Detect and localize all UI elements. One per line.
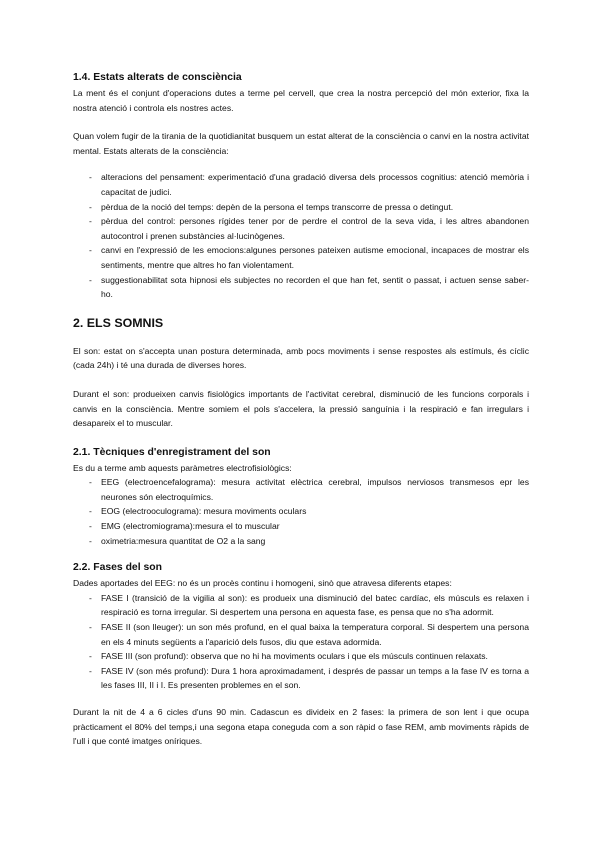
- paragraph: El son: estat on s'accepta unan postura determinada, amb pocs moviments i sense respostes als estímuls, és cíclic (cada 24h) i té una durada de diverses hores.: [73, 345, 529, 371]
- phases-list: [73, 591, 529, 693]
- paragraph: Quan volem fugir de la tirania de la quotidianitat busquem un estat alterat de la consciència o canvi en la nostra activitat mental. Estats alterats de la consciència:: [73, 131, 529, 156]
- paragraph: La ment és el conjunt d'operacions dutes a terme pel cervell, que crea la nostra percepció del món exterior, fixa la nostra atenció i controla els nostres actes.: [73, 88, 529, 113]
- paragraph: Durant la nit de 4 a 6 cicles d'uns 90 min. Cadascun es divideix en 2 fases: la primera de son lent i que ocupa pràcticament el 80% del temps,i una segona etapa coneguda com a son ràpid o fase REM, amb moviments ràpids de l'ull i que conté imatges oníriques.: [73, 707, 529, 747]
- list-item: - suggestionabilitat sota hipnosi els subjectes no recorden el que han fet, sentit o passat, i actuen sense saber-ho.: [73, 273, 529, 302]
- list-item: - FASE I (transició de la vigilia al son): es produeix una disminució del batec cardíac, els músculs es relaxen i respiració es torna irregular. Si despertem una persona en aquesta fase, es pensa que no s'ha adormit.: [73, 591, 529, 620]
- heading-1-4: 1.4. Estats alterats de consciència: [73, 72, 242, 83]
- list-item: - EMG (electromiograma):mesura el to muscular: [73, 519, 529, 534]
- list-item: - EOG (electrooculograma): mesura moviments oculars: [73, 504, 529, 519]
- heading-2-2: 2.2. Fases del son: [73, 562, 162, 574]
- paragraph: Durant el son: produeixen canvis fisiològics importants de l'activitat cerebral, disminució de les funcions corporals i canvis en la consciència. Mentre somiem el pols s'accelera, la pressió sanguínia i la respiració e fan irregulars i desapareix el to muscular.: [73, 388, 529, 429]
- list-item: - pèrdua de la noció del temps: depèn de la persona el temps transcorre de pressa o detingut.: [73, 200, 529, 215]
- list-item: - FASE II (son lleuger): un son més profund, en el qual baixa la temperatura corporal. Si despertem una persona en els 4 minuts següents a l'aparició dels fusos, diu que estava adormida.: [73, 620, 529, 649]
- altered-states-list: [73, 170, 529, 301]
- list-item: - FASE III (son profund): observa que no hi ha moviments oculars i que els músculs continuen relaxats.: [73, 649, 529, 664]
- heading-2-1: 2.1. Tècniques d'enregistrament del son: [73, 446, 271, 458]
- techniques-list: [73, 475, 529, 548]
- list-item: - canvi en l'expressió de les emocions:algunes persones pateixen autisme emocional, incapaces de mostrar els sentiments, mentre que altres ho fan violentament.: [73, 243, 529, 272]
- list-item: - alteracions del pensament: experimentació d'una gradació diversa dels processos cognitius: atenció memòria i capacitat de judici.: [73, 170, 529, 199]
- paragraph: Es du a terme amb aquests paràmetres electrofisiològics:: [73, 462, 292, 473]
- list-item: - pèrdua del control: persones rígides tener por de perdre el control de la seva vida, i les altres abandonen autocontrol i prenen substàncies al·lucinògenes.: [73, 214, 529, 243]
- document-content: [73, 70, 529, 749]
- list-item: - FASE IV (son més profund): Dura 1 hora aproximadament, i després de passar un temps a la fase IV es torna a les fases III, II i I. Es presenten problemes en el son.: [73, 664, 529, 693]
- heading-2: 2. ELS SOMNIS: [73, 315, 164, 330]
- paragraph: Dades aportades del EEG: no és un procès continu i homogeni, sinò que atravesa diferents etapes:: [73, 578, 452, 589]
- list-item: - oximetria:mesura quantitat de O2 a la sang: [73, 534, 529, 549]
- list-item: - EEG (electroencefalograma): mesura activitat elèctrica cerebral, impulsos nerviosos transmesos epr les neurones són electroquímics.: [73, 475, 529, 504]
